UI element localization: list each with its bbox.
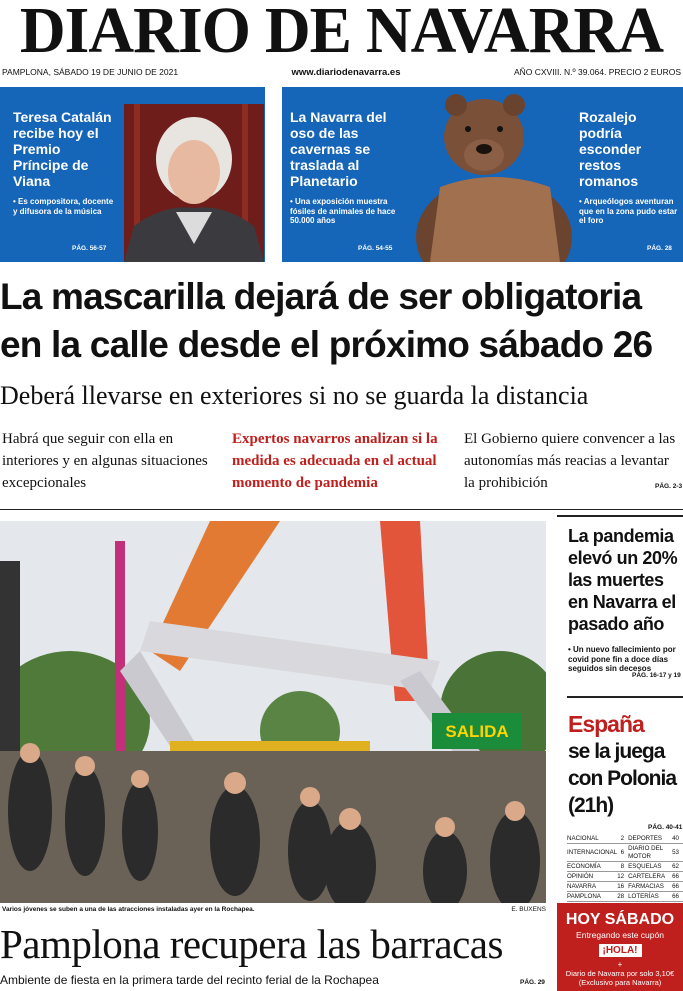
- index-cell: 66: [672, 872, 683, 882]
- index-cell: 16: [617, 882, 628, 892]
- index-cell: 66: [672, 892, 683, 902]
- index-cell: DEPORTES: [628, 834, 672, 844]
- index-cell: INTERNACIONAL: [567, 844, 617, 862]
- portrait-photo: [124, 104, 264, 262]
- promo-price: Diario de Navarra por solo 3,10€: [565, 969, 675, 978]
- photo-caption: [2, 906, 546, 913]
- promo-page: PÁG. 56-57: [72, 245, 107, 252]
- sidebar-title: La pandemia elevó un 20% las muertes en Navarra el pasado año: [568, 526, 678, 634]
- dateline: [0, 65, 683, 79]
- promo-title: La Navarra del oso de las cavernas se traslada al Planetario: [290, 109, 387, 189]
- main-headline[interactable]: [0, 273, 683, 369]
- index-cell: 53: [672, 844, 683, 862]
- promo-teresa-catalan[interactable]: [0, 87, 265, 262]
- index-cell: FARMACIAS: [628, 882, 672, 892]
- column-3: El Gobierno quiere convencer a las autonomías más reacias a levantar la prohibición: [464, 431, 676, 491]
- promo-oso-y-rozalejo[interactable]: [282, 87, 683, 262]
- sidebar-title-red: España: [568, 711, 644, 737]
- promo-page: PÁG. 28: [647, 245, 672, 252]
- promo-heading: HOY SÁBADO: [565, 911, 675, 928]
- column-2: Expertos navarros analizan si la medida es adecuada en el actual momento de pandemia: [232, 431, 438, 491]
- website-link[interactable]: www.diariodenavarra.es: [291, 66, 401, 78]
- sidebar-espana[interactable]: [557, 705, 683, 830]
- section-index: [567, 834, 683, 902]
- promo-title: Rozalejo podría esconder restos romanos: [579, 109, 642, 189]
- sidebar2-page: PÁG. 40-41: [648, 824, 683, 831]
- date-location: PAMPLONA, SÁBADO 19 DE JUNIO DE 2021: [2, 67, 179, 77]
- index-cell: 6: [617, 844, 628, 862]
- sidebar-divider: [567, 696, 683, 698]
- sidebar-title-black: se la juega con Polonia (21h): [568, 740, 677, 817]
- promo-line: Entregando este cupón: [576, 930, 664, 940]
- index-cell: CARTELERA: [628, 872, 672, 882]
- bear-illustration: [410, 87, 578, 262]
- index-cell: 12: [617, 872, 628, 882]
- index-cell: 40: [672, 834, 683, 844]
- index-cell: PAMPLONA: [567, 892, 617, 902]
- promo-bullet: • Arqueólogos aventuran que en la zona pudo estar el foro: [579, 197, 678, 225]
- index-cell: ECONOMÍA: [567, 862, 617, 872]
- sidebar-pandemia[interactable]: [557, 515, 683, 695]
- promo-page: PÁG. 54-55: [358, 245, 393, 252]
- index-cell: NAVARRA: [567, 882, 617, 892]
- headline-line-2: en la calle desde el próximo sábado 26: [0, 324, 653, 365]
- promo-exclusive: (Exclusivo para Navarra): [578, 978, 662, 987]
- index-cell: OPINIÓN: [567, 872, 617, 882]
- column-1: Habrá que seguir con ella en interiores y en algunas situaciones excepcionales: [2, 431, 208, 491]
- promo-plus: +: [617, 960, 623, 969]
- hola-promo[interactable]: [557, 903, 683, 991]
- index-cell: 66: [672, 882, 683, 892]
- salida-sign: SALIDA: [445, 722, 509, 741]
- caption-text: Varios jóvenes se suben a una de las atracciones instaladas ayer en la Rochapea.: [2, 906, 255, 913]
- hola-logo: ¡HOLA!: [599, 944, 642, 957]
- promo-bullet: • Una exposición muestra fósiles de animales de hace 50.000 años: [290, 197, 396, 225]
- index-cell: LOTERÍAS: [628, 892, 672, 902]
- sidebar-bullet: • Un nuevo fallecimiento por covid pone fin a doce días seguidos sin decesos: [568, 645, 676, 673]
- index-cell: ESQUELAS: [628, 862, 672, 872]
- section-divider: [0, 509, 683, 510]
- index-cell: 8: [617, 862, 628, 872]
- promo-bullet: • Es compositora, docente y difusora de la música: [13, 197, 114, 216]
- index-cell: NACIONAL: [567, 834, 617, 844]
- bottom-headline[interactable]: Pamplona recupera las barracas: [0, 921, 503, 967]
- bottom-page: PÁG. 29: [520, 979, 545, 986]
- main-subhead: Deberá llevarse en exteriores si no se guarda la distancia: [0, 381, 589, 410]
- issue-info: AÑO CXVIII. N.º 39.064. PRECIO 2 EUROS: [513, 67, 681, 77]
- sidebar-page: PÁG. 16-17 y 19: [632, 672, 681, 679]
- newspaper-title: DIARIO DE NAVARRA: [19, 0, 664, 67]
- bottom-subhead: Ambiente de fiesta en la primera tarde del recinto ferial de la Rochapea: [0, 973, 379, 987]
- masthead: [0, 0, 683, 67]
- columns-page: PÁG. 2-3: [655, 483, 683, 490]
- promo-title: Teresa Catalán recibe hoy el Premio Príncipe de Viana: [13, 109, 112, 189]
- index-cell: 28: [617, 892, 628, 902]
- photo-credit: E. BUXENS: [511, 906, 546, 913]
- index-cell: 62: [672, 862, 683, 872]
- index-cell: DIARIO DEL MOTOR: [628, 844, 672, 862]
- index-cell: 2: [617, 834, 628, 844]
- headline-line-1: La mascarilla dejará de ser obligatoria: [0, 276, 642, 317]
- fairground-photo[interactable]: [0, 521, 546, 903]
- headline-columns: [0, 428, 683, 496]
